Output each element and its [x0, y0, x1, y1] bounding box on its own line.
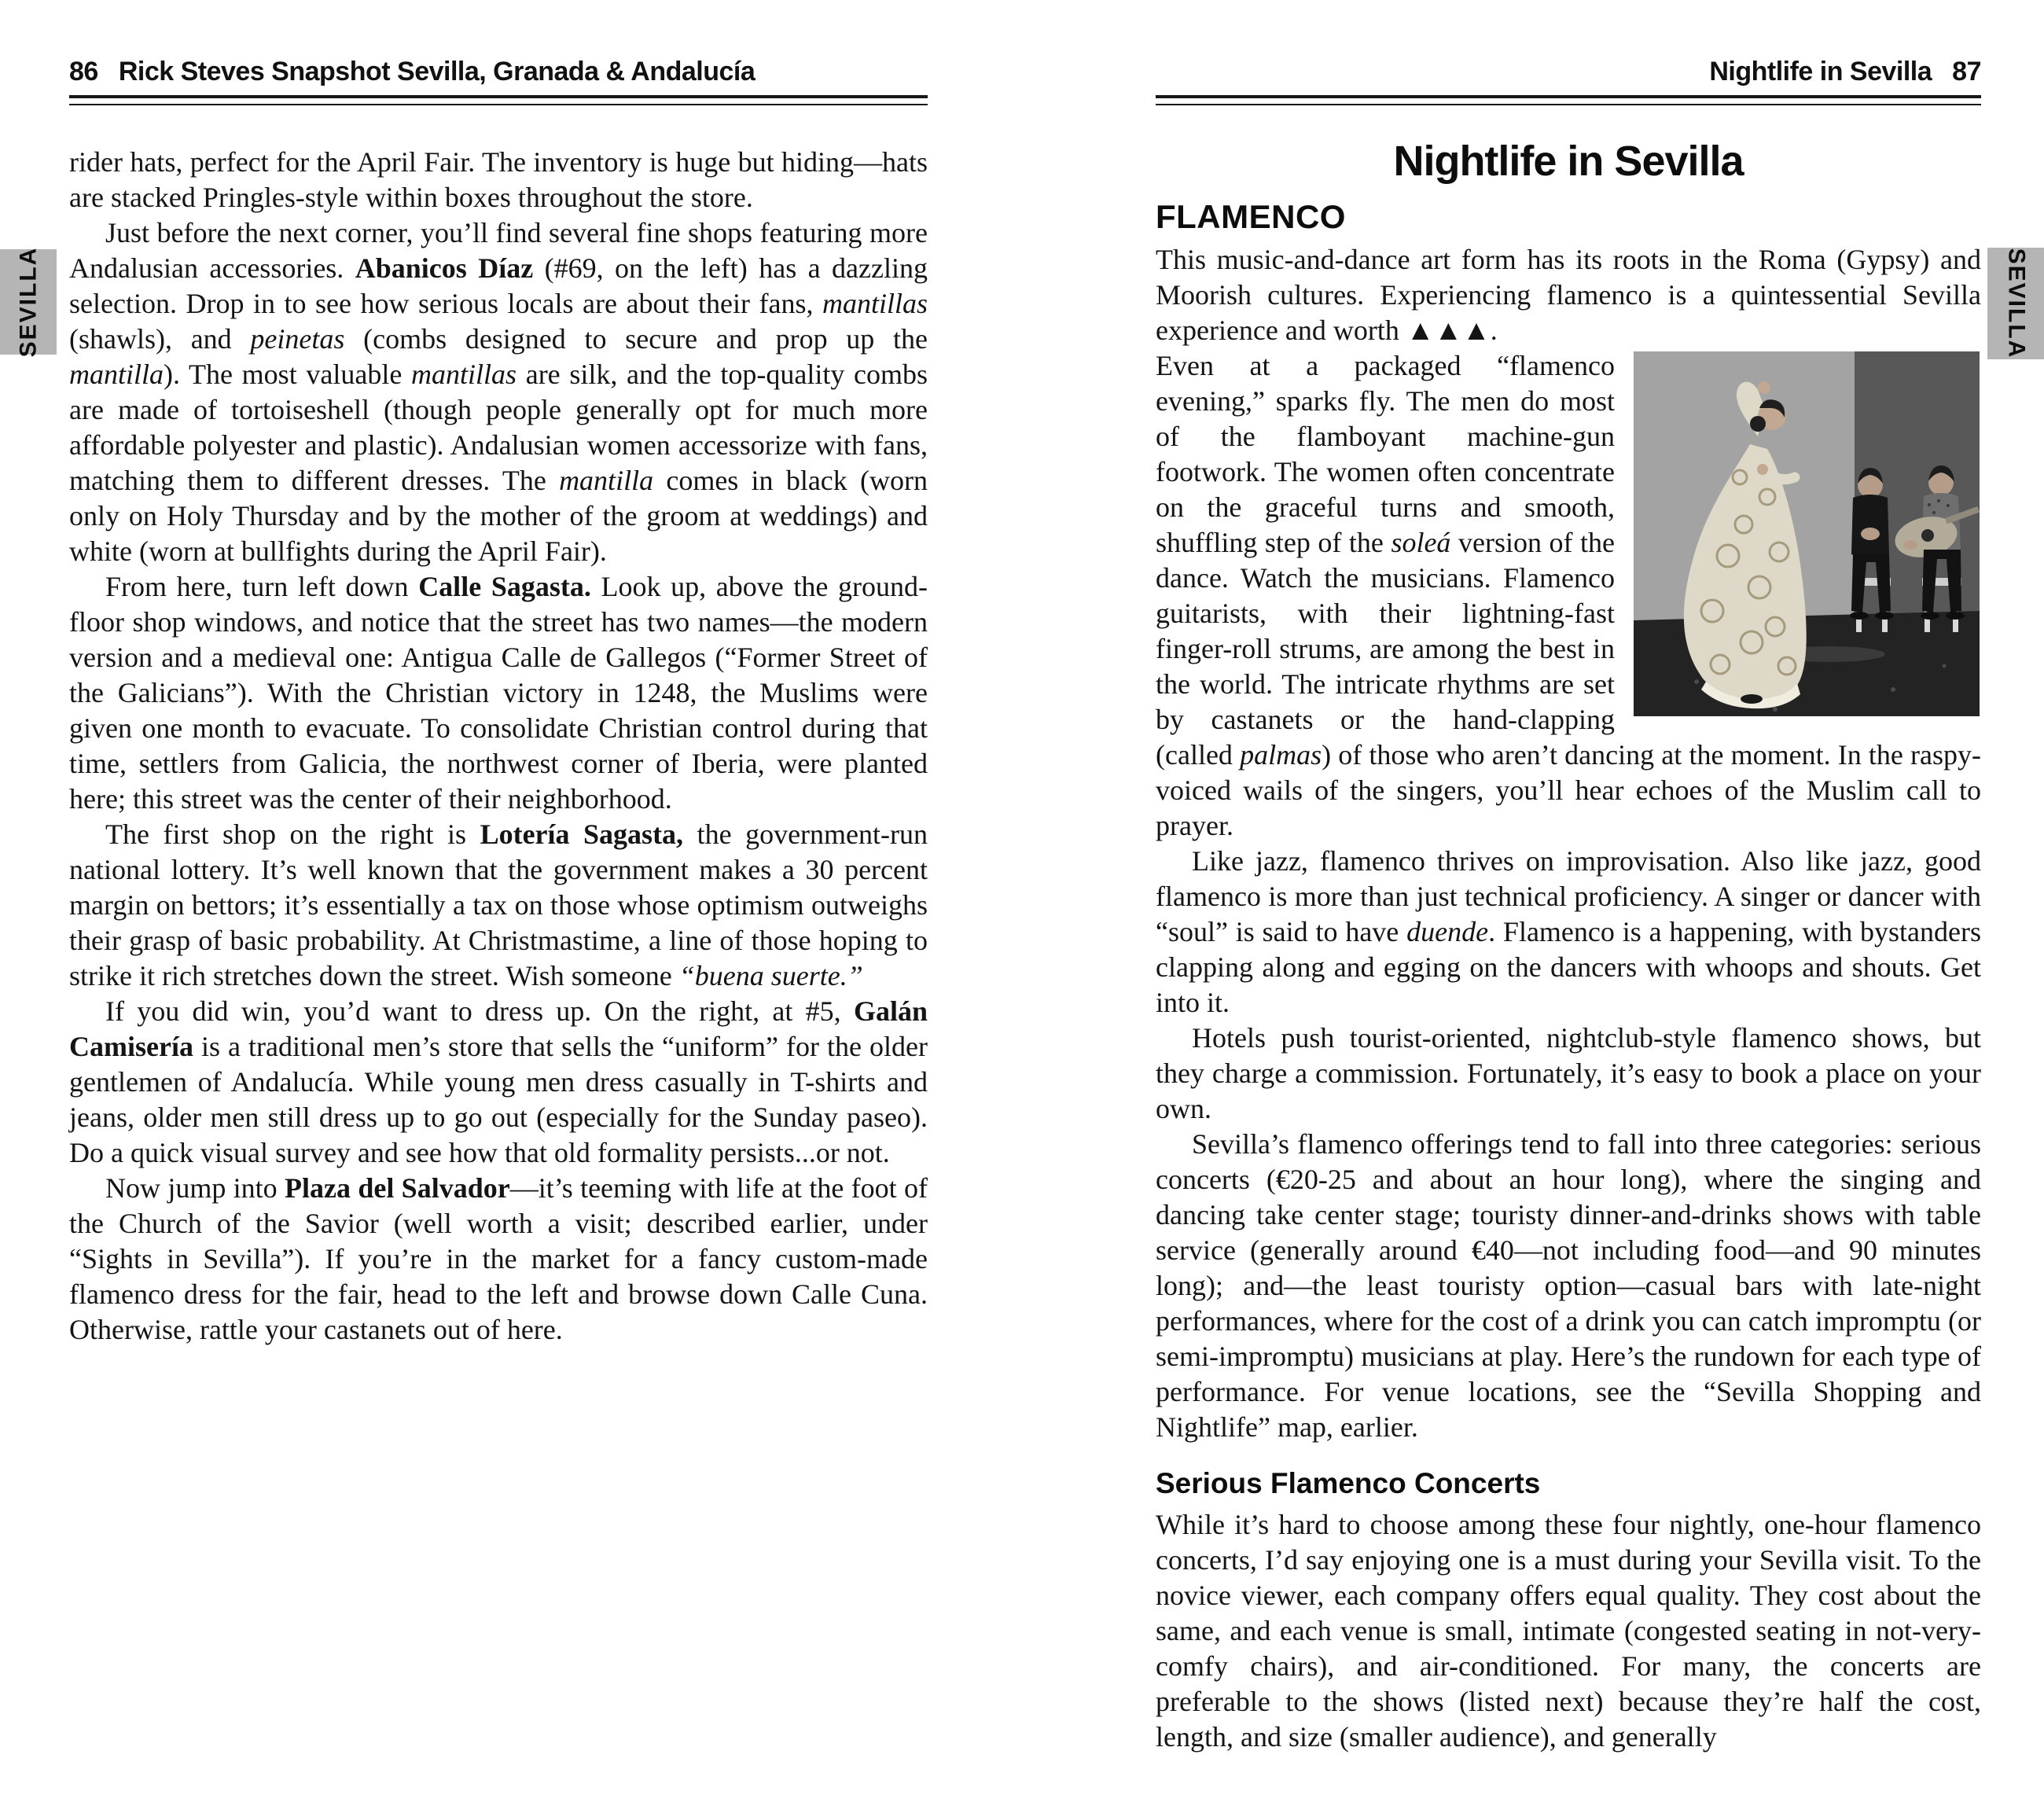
chapter-title: Nightlife in Sevilla: [1393, 138, 1744, 185]
paragraph: Like jazz, flamenco thrives on improvisation. Also like jazz, good flamenco is more than just technical proficiency. A singer or dancer with “soul” is said to have duende. Flamenco is a happening, with bystanders clapping along and egging on the dancers with whoops and shouts. Get into it.: [1156, 845, 1981, 1018]
sevilla-side-tab-left: [0, 246, 57, 358]
paragraph: While it’s hard to choose among these four nightly, one-hour flamenco concerts, I’d say enjoying one is a must during your Sevilla visit. To the novice viewer, each company offers equal quality. They cost about the same, and each venue is small, intimate (congested seating in not-very-comfy chairs), and air-conditioned. For many, the concerts are preferable to the shows (listed next) because they’re half the cost, length, and size (smaller audience), and generally: [1156, 1509, 1981, 1753]
paragraph: Just before the next corner, you’ll find several fine shops featuring more Andalusian accessories. Abanicos Díaz (#69, on the left) has a dazzling selection. Drop in to see how serious locals are about their fans, mantillas (shawls), and peinetas (combs designed to secure and prop up the mantilla). The most valuable mantillas are silk, and the top-quality combs are made of tortoiseshell (though people generally opt for much more affordable polyester and plastic). Andalusian women accessorize with fans, matching them to different dresses. The mantilla comes in black (worn only on Holy Thursday and by the mother of the groom at weddings) and white (worn at bullfights during the April Fair).: [69, 217, 928, 567]
right-page: [1156, 57, 1981, 1755]
header-rule: [69, 95, 928, 105]
flamenco-performance-photo: [1632, 351, 1981, 716]
left-page-number: 86: [69, 57, 98, 86]
right-page-number: 87: [1952, 57, 1981, 86]
right-page-body: [1156, 242, 1981, 1755]
paragraph: Now jump into Plaza del Salvador—it’s teeming with life at the foot of the Church of the Savior (well worth a visit; described earlier, under “Sights in Sevilla”). If you’re in the market for a fancy custom-made flamenco dress for the fair, head to the left and browse down Calle Cuna. Otherwise, rattle your castanets out of here.: [69, 1172, 928, 1345]
paragraph: The first shop on the right is Lotería Sagasta, the government-run national lottery. It’s well known that the government makes a 30 percent margin on bettors; it’s essentially a tax on those whose optimism outweighs their grasp of basic probability. At Christmastime, a line of those hoping to strike it rich stretches down the street. Wish someone “buena suerte.”: [69, 818, 928, 991]
left-page: [69, 57, 928, 1348]
left-running-head: [69, 57, 928, 87]
right-running-head: [1156, 57, 1981, 87]
section-heading-flamenco: FLAMENCO: [1156, 198, 1346, 235]
paragraph: If you did win, you’d want to dress up. On the right, at #5, Galán Camisería is a traditional men’s store that sells the “uniform” for the older gentlemen of Andalucía. While young men dress casually in T-shirts and jeans, older men still dress up to go out (especially for the Sunday paseo). Do a quick visual survey and see how that old formality persists...or not.: [69, 995, 928, 1168]
sevilla-side-tab-right: [1987, 248, 2044, 359]
header-rule: [1156, 95, 1981, 105]
paragraph: This music-and-dance art form has its roots in the Roma (Gypsy) and Moorish cultures. Experiencing flamenco is a quintessential Sevilla experience and worth ▲▲▲.: [1156, 244, 1981, 346]
paragraph-with-photo: [1156, 348, 1981, 844]
paragraph: Sevilla’s flamenco offerings tend to fall into three categories: serious concerts (€20-25 and about an hour long), where the singing and dancing take center stage; touristy dinner-and-drinks shows with table service (generally around €40—not including food—and 90 minutes long); and—the least touristy option—casual bars with late-night performances, where for the cost of a drink you can catch impromptu (or semi-impromptu) musicians at play. Here’s the rundown for each type of performance. For venue locations, see the “Sevilla Shopping and Nightlife” map, earlier.: [1156, 1128, 1981, 1443]
left-page-body: [69, 145, 928, 1348]
side-tab-label: SEVILLA: [2003, 248, 2029, 359]
paragraph: Hotels push tourist-oriented, nightclub-style flamenco shows, but they charge a commission. Fortunately, it’s easy to book a place on your own.: [1156, 1022, 1981, 1124]
paragraph-text: Even at a packaged “flamenco evening,” sparks fly. The men do most of the flamboyant machine-gun footwork. The women often concentrate on the graceful turns and smooth, shuffling step of the soleá version of the dance. Watch the musicians. Flamenco guitarists, with their lightning-fast finger-roll strums, are among the best in the world. The intricate rhythms are set by castanets or the hand-clapping (called palmas) of those who aren’t dancing at the moment. In the raspy-voiced wails of the singers, you’ll hear echoes of the Muslim call to prayer.: [1156, 350, 1981, 841]
paragraph: From here, turn left down Calle Sagasta. Look up, above the ground-floor shop windows, and notice that the street has two names—the modern version and a medieval one: Antigua Calle de Gallegos (“Former Street of the Galicians”). With the Christian victory in 1248, the Muslims were given one month to evacuate. To consolidate Christian control during that time, settlers from Galicia, the northwest corner of Iberia, were planted here; this street was the center of their neighborhood.: [69, 571, 928, 815]
side-tab-label: SEVILLA: [15, 246, 41, 358]
paragraph: rider hats, perfect for the April Fair. The inventory is huge but hiding—hats are stacked Pringles-style within boxes throughout the store.: [69, 146, 928, 213]
flamenco-photo-illustration: [1632, 351, 1981, 716]
subheading-serious-flamenco-concerts: Serious Flamenco Concerts: [1156, 1467, 1541, 1499]
right-running-head-title: Nightlife in Sevilla: [1709, 57, 1932, 86]
left-running-head-title: Rick Steves Snapshot Sevilla, Granada & Andalucía: [118, 57, 755, 86]
